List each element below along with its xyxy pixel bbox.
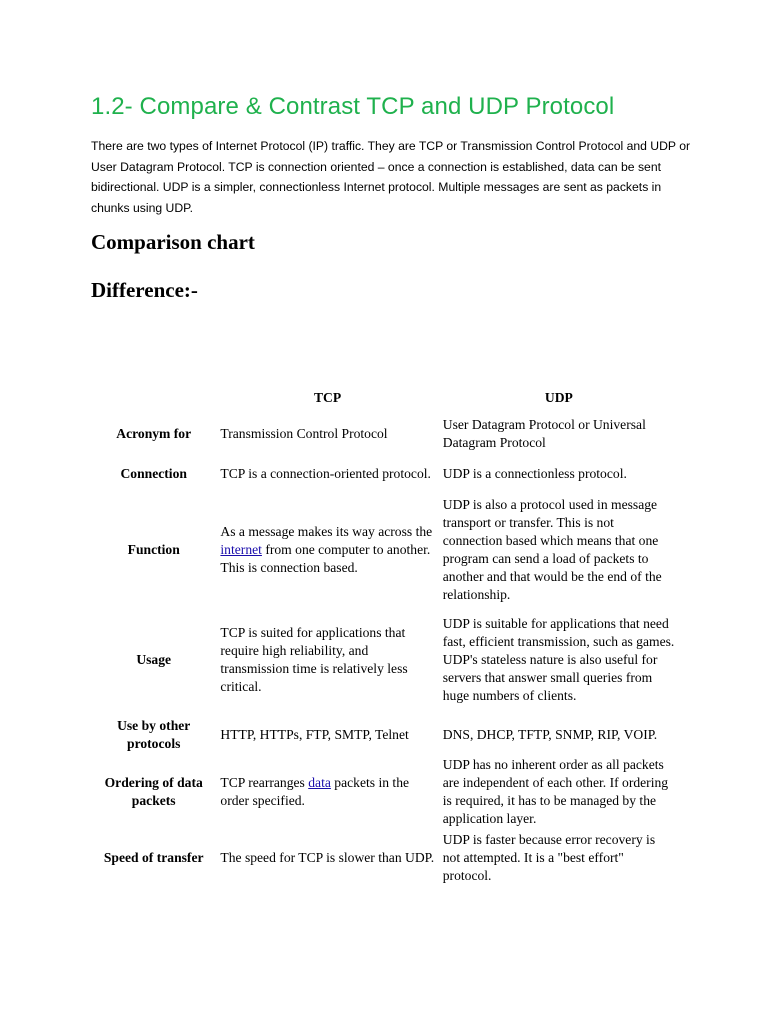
table-row bbox=[91, 715, 679, 755]
row-label-function: Function bbox=[127, 542, 180, 557]
udp-acronym-cell: User Datagram Protocol or Universal Datagram Protocol bbox=[442, 417, 646, 450]
table-row bbox=[91, 495, 679, 605]
header-tcp: TCP bbox=[313, 390, 342, 405]
tcp-ordering-text-end: packets in the order specified. bbox=[220, 775, 410, 808]
table-row bbox=[91, 605, 679, 715]
udp-speed-cell: UDP is faster because error recovery is not attempted. It is a "best effort" protocol. bbox=[442, 832, 656, 883]
difference-heading: Difference:- bbox=[91, 278, 198, 302]
tcp-function-text-start: As a message makes its way across the bbox=[220, 524, 433, 539]
udp-connection-cell: UDP is a connectionless protocol. bbox=[442, 466, 627, 481]
row-label-ordering: Ordering of data packets bbox=[104, 775, 203, 808]
tcp-connection-cell: TCP is a connection-oriented protocol. bbox=[220, 466, 431, 481]
table-row bbox=[91, 755, 679, 829]
tcp-protocols-cell: HTTP, HTTPs, FTP, SMTP, Telnet bbox=[220, 727, 409, 742]
comparison-chart-heading: Comparison chart bbox=[91, 230, 255, 254]
udp-function-cell: UDP is also a protocol used in message transport or transfer. This is not connection based which means that one program can send a load of packets to another and that would be the end of the relationship. bbox=[442, 497, 662, 602]
table-header-row bbox=[91, 384, 679, 415]
tcp-ordering-cell bbox=[216, 755, 438, 829]
table-row bbox=[91, 829, 679, 887]
internet-link[interactable]: internet bbox=[220, 542, 262, 557]
tcp-usage-cell: TCP is suited for applications that require high reliability, and transmission time is relatively less critical. bbox=[220, 625, 408, 694]
udp-protocols-cell: DNS, DHCP, TFTP, SNMP, RIP, VOIP. bbox=[442, 727, 658, 742]
table-row bbox=[91, 415, 679, 453]
udp-usage-cell: UDP is suitable for applications that need fast, efficient transmission, such as games. UDP's stateless nature is also useful for servers that answer small queries from huge numbers of clients. bbox=[442, 616, 675, 703]
tcp-ordering-text-start: TCP rearranges bbox=[220, 775, 309, 790]
row-label-speed: Speed of transfer bbox=[103, 850, 204, 865]
udp-ordering-cell: UDP has no inherent order as all packets are independent of each other. If ordering is required, it has to be managed by the application layer. bbox=[442, 757, 669, 826]
header-empty-cell bbox=[91, 384, 216, 415]
comparison-table bbox=[91, 384, 679, 887]
tcp-speed-cell: The speed for TCP is slower than UDP. bbox=[220, 850, 435, 865]
data-link[interactable]: data bbox=[308, 775, 331, 790]
header-udp: UDP bbox=[544, 390, 573, 405]
row-label-other-protocols: Use by other protocols bbox=[117, 718, 191, 751]
row-label-acronym: Acronym for bbox=[116, 426, 192, 441]
tcp-function-text-end: from one computer to another. This is connection based. bbox=[220, 542, 431, 575]
row-label-connection: Connection bbox=[120, 466, 187, 481]
page-title: 1.2- Compare & Contrast TCP and UDP Protocol bbox=[91, 93, 615, 120]
tcp-acronym-cell: Transmission Control Protocol bbox=[220, 426, 388, 441]
tcp-function-cell bbox=[216, 495, 438, 605]
table-row bbox=[91, 453, 679, 495]
row-label-usage: Usage bbox=[136, 652, 172, 667]
intro-paragraph: There are two types of Internet Protocol (IP) traffic. They are TCP or Transmission Control Protocol and UDP or User Datagram Protocol. TCP is connection oriented – once a connection is established, data can be sent bidirectional. UDP is a simpler, connectionless Internet protocol. Multiple messages are sent as packets in chunks using UDP. bbox=[91, 139, 691, 215]
